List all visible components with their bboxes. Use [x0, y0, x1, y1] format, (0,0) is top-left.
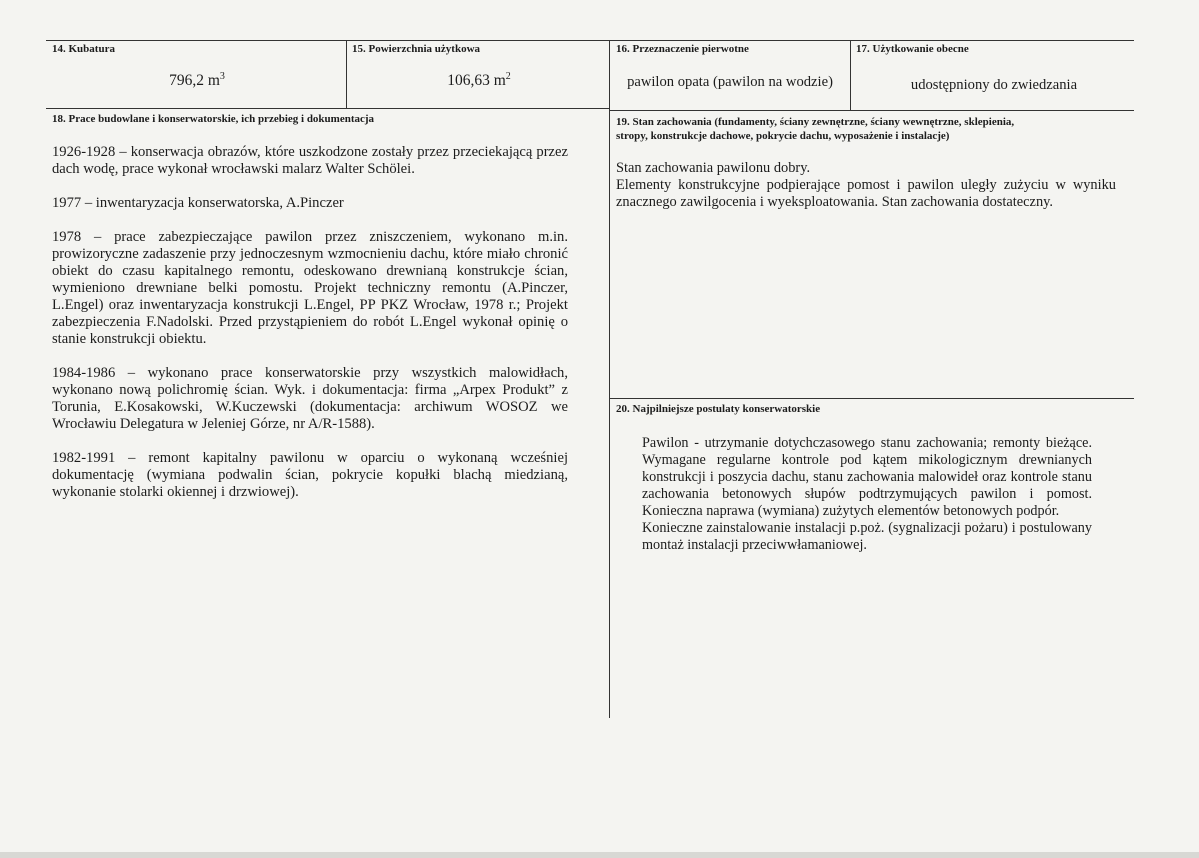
stan-line-2: Elementy konstrukcyjne podpierające pomost i pawilon uległy zużyciu w wyniku znacznego zawilgocenia i wyeksploatowania. Stan zachowania dostateczny. [616, 177, 1116, 210]
col-divider-main [609, 40, 610, 718]
kubatura-unit-sup: 3 [219, 71, 225, 82]
col-divider-16-17 [850, 40, 851, 110]
row-divider-right [609, 110, 1134, 111]
prace-paragraph-5: 1982-1991 – remont kapitalny pawilonu w oparciu o wykonaną wcześniej dokumentację (wymiana podwalin ścian, pokrycie kopułki blachą miedzianą, wykonanie stolarki okiennej i drzwiowej). [52, 450, 568, 500]
postulaty-paragraph-1: Pawilon - utrzymanie dotychczasowego stanu zachowania; remonty bieżące. Wymagane regularne kontrole pod kątem mikologicznym drewnianych konstrukcji i poszycia dachu, stanu zachowania malowideł oraz kontrole stanu zachowania betonowych słupów podtrzymujących pawilon i pomost. Konieczna naprawa (wymiana) zużytych elementów betonowych podpór. [642, 435, 1092, 519]
kubatura-value [52, 68, 342, 90]
powierzchnia-value [352, 68, 606, 90]
uzytkowanie-value: udostępniony do zwiedzania [910, 77, 1078, 93]
postulaty-paragraph-2: Konieczne zainstalowanie instalacji p.poż. (sygnalizacji pożaru) i postulowany montaż instalacji przeciwwłamaniowej. [642, 520, 1092, 553]
prace-text [52, 144, 568, 501]
postulaty-text [642, 435, 1092, 554]
postulaty-label: 20. Najpilniejsze postulaty konserwatorskie [616, 403, 821, 415]
section-20-divider [609, 398, 1134, 399]
prace-paragraph-4: 1984-1986 – wykonano prace konserwatorskie przy wszystkich malowidłach, wykonano nową polichromię ścian. Wyk. i dokumentacja: firma „Arpex Produkt” z Torunia, E.Kosakowski, W.Kuczewski (dokumentacja: archiwum WOSOZ we Wrocławiu Delegatura w Jeleniej Górze, nr A/R-1588). [52, 365, 568, 432]
prace-paragraph-1: 1926-1928 – konserwacja obrazów, które uszkodzone zostały przez przeciekającą przez dach wodę, prace wykonał wrocławski malarz Walter Schölei. [52, 144, 568, 177]
uzytkowanie-label: 17. Użytkowanie obecne [856, 43, 969, 55]
stan-line-1: Stan zachowania pawilonu dobry. [616, 160, 811, 176]
stan-label-line-1: 19. Stan zachowania (fundamenty, ściany zewnętrzne, ściany wewnętrzne, sklepienia, [616, 116, 1015, 128]
powierzchnia-label: 15. Powierzchnia użytkowa [352, 43, 481, 55]
prace-paragraph-2: 1977 – inwentaryzacja konserwatorska, A.Pinczer [52, 195, 344, 211]
row-divider-left [46, 108, 609, 109]
col-divider-14-15 [346, 40, 347, 108]
przeznaczenie-value: pawilon opata (pawilon na wodzie) [627, 74, 833, 90]
powierzchnia-unit-sup: 2 [505, 71, 511, 82]
stan-text [616, 160, 1116, 211]
powierzchnia-number: 106,63 m [447, 72, 506, 90]
kubatura-label: 14. Kubatura [52, 43, 115, 55]
stan-label-line-2: stropy, konstrukcje dachowe, pokrycie dachu, wyposażenie i instalacje) [616, 130, 950, 142]
przeznaczenie-label: 16. Przeznaczenie pierwotne [616, 43, 749, 55]
prace-label: 18. Prace budowlane i konserwatorskie, ich przebieg i dokumentacja [52, 113, 375, 125]
prace-paragraph-3: 1978 – prace zabezpieczające pawilon przez zniszczeniem, wykonano m.in. prowizoryczne zadaszenie przy jednoczesnym wzmocnieniu dachu, które miało chronić obiekt do czasu kapitalnego remontu, odeskowano drewnianą konstrukcje ścian, wymieniono drewniane belki pomostu. Projekt techniczny remontu (A.Pinczer, L.Engel) oraz inwentaryzacja konstrukcji L.Engel, PP PKZ Wrocław, 1978 r.; Projekt zabezpieczenia F.Nadolski. Przed przystąpieniem do robót L.Engel wykonał opinię o stanie konstrukcji obiektu. [52, 229, 568, 347]
top-border [46, 40, 1134, 41]
scan-bottom-edge [0, 852, 1199, 858]
kubatura-number: 796,2 m [169, 72, 220, 90]
